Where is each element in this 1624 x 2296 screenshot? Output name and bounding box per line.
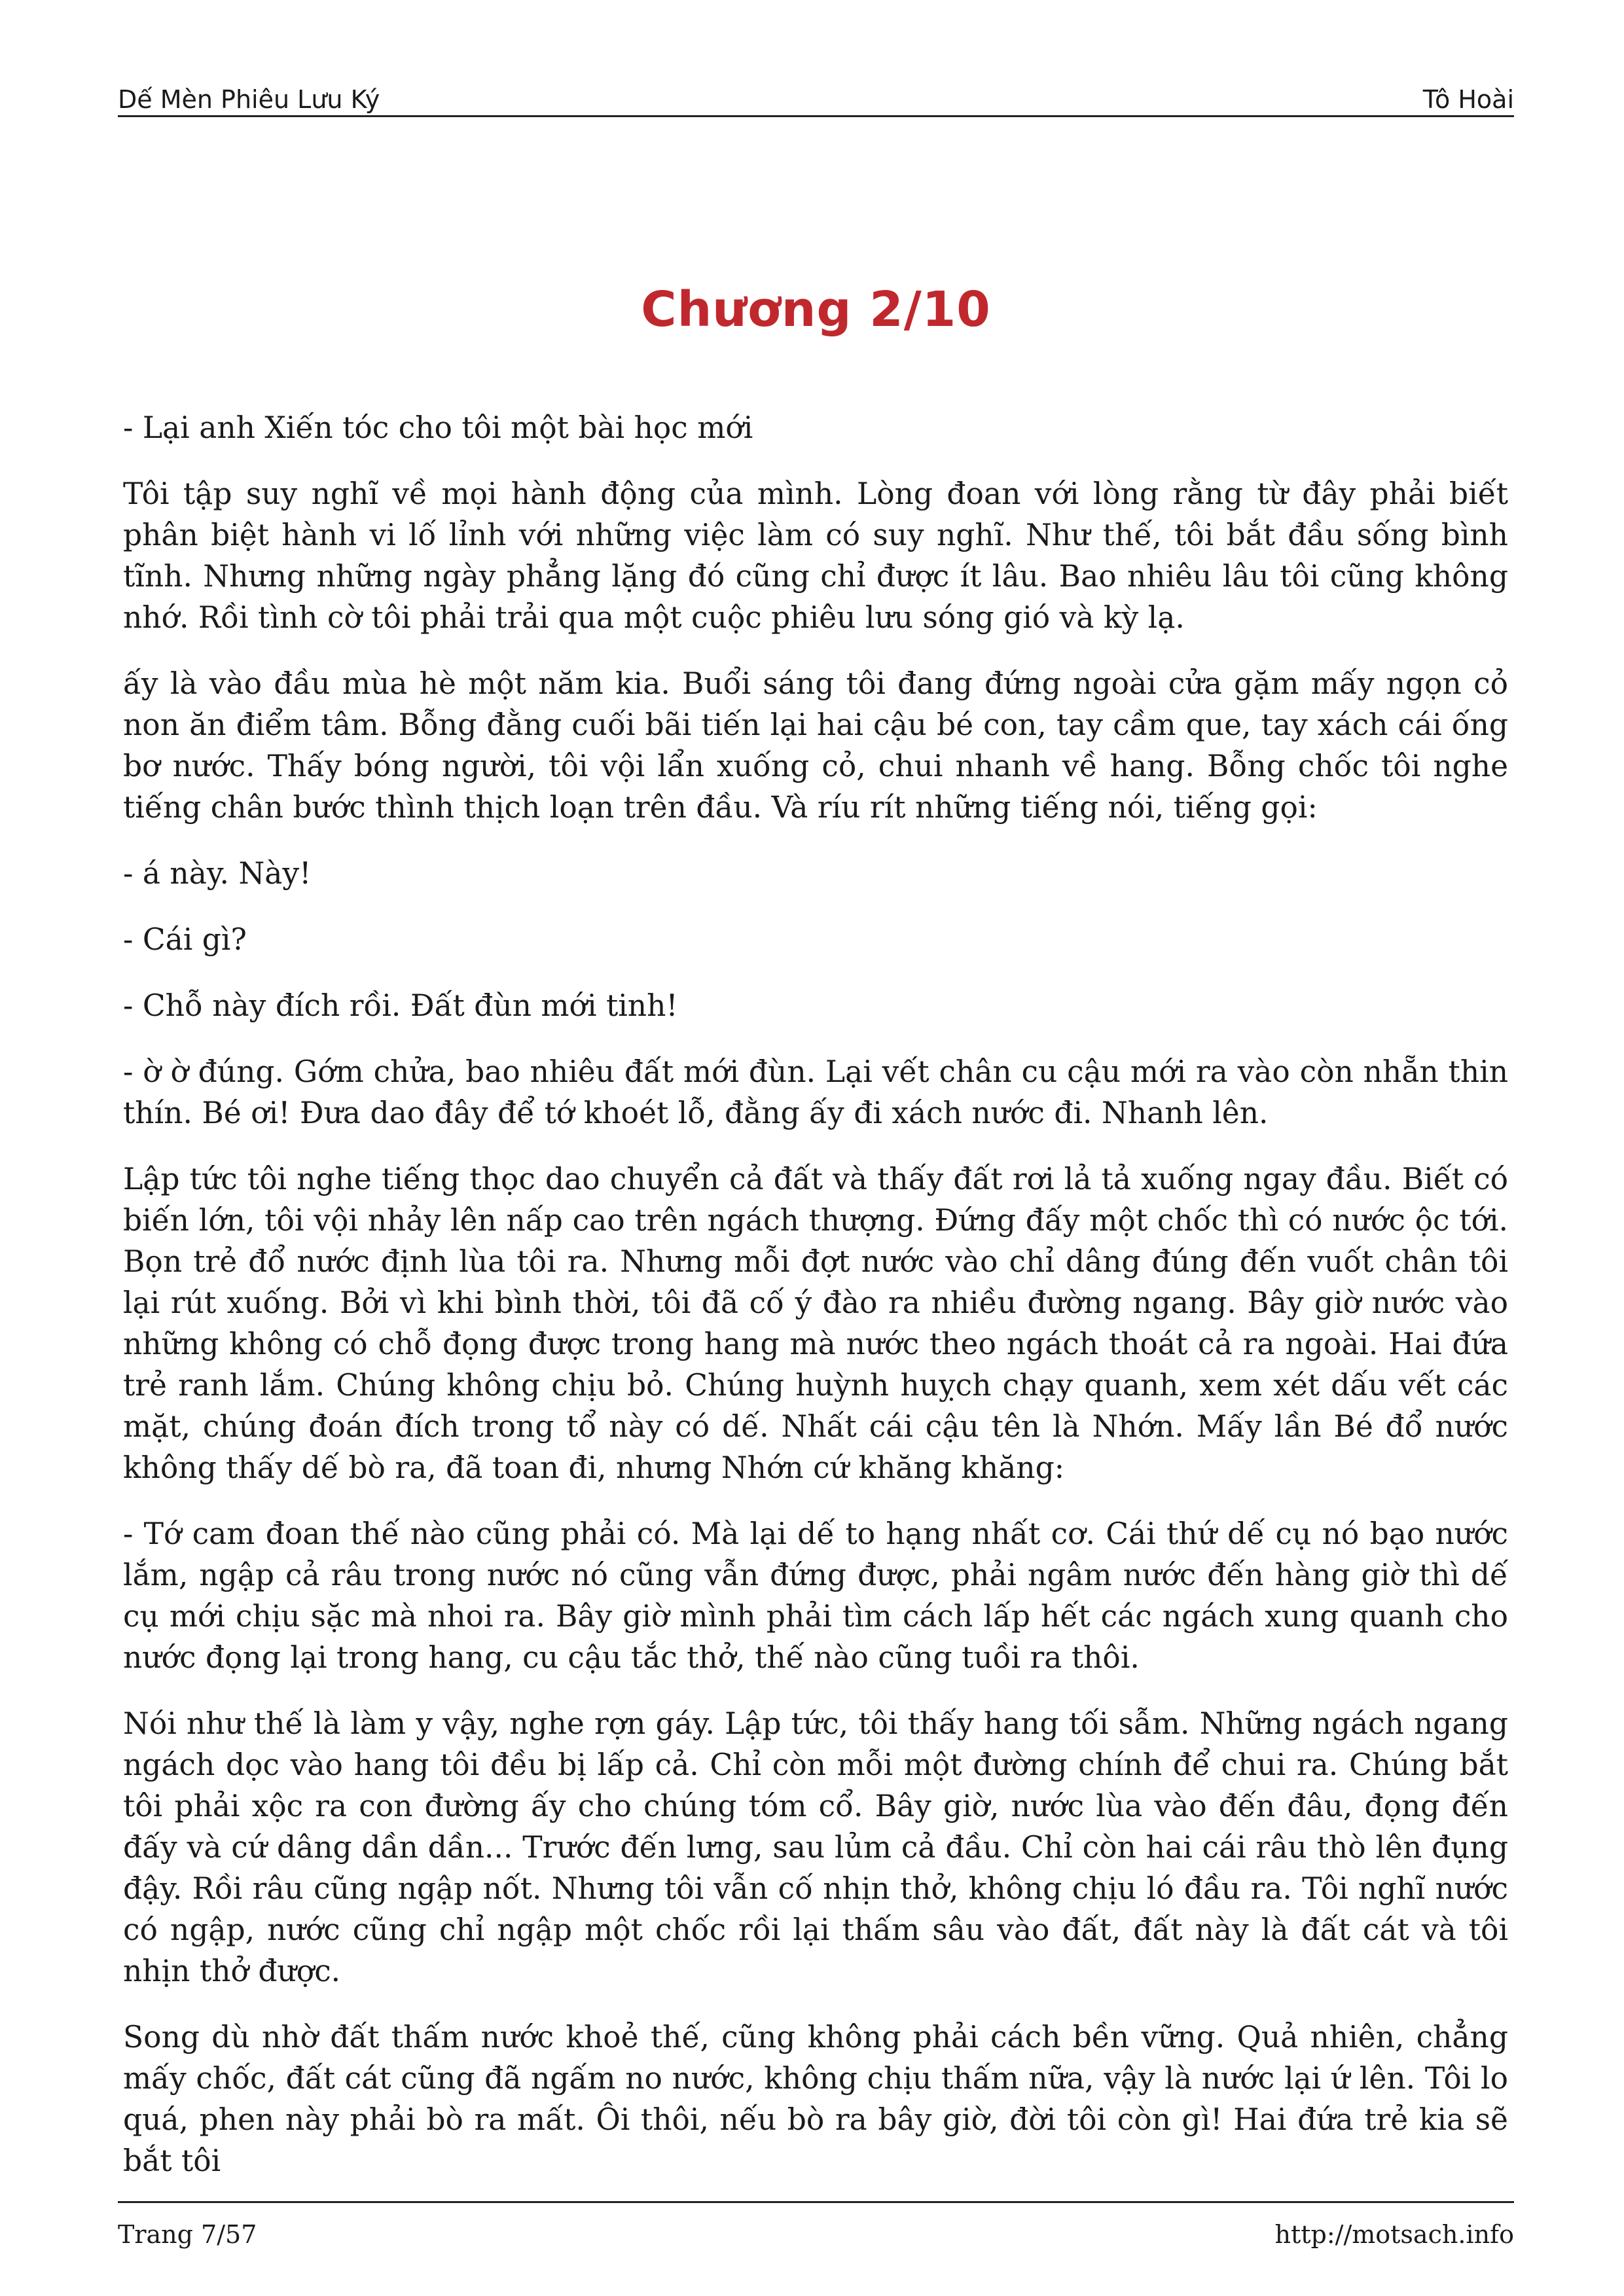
page-footer [118,2220,1514,2249]
chapter-body [123,407,1508,2206]
paragraph: Nói như thế là làm y vậy, nghe rợn gáy. Lập tức, tôi thấy hang tối sẫm. Những ngách ngang ngách dọc vào hang tôi đều bị lấp cả. Chỉ còn mỗi một đường chính để chui ra. Chúng bắt tôi phải xộc ra con đường ấy cho chúng tóm cổ. Bây giờ, nước lùa vào đến đâu, đọng đến đấy và cứ dâng dần dần... Trước đến lưng, sau lủm cả đầu. Chỉ còn hai cái râu thò lên đụng đậy. Rồi râu cũng ngập nốt. Nhưng tôi vẫn cố nhịn thở, không chịu ló đầu ra. Tôi nghĩ nước có ngập, nước cũng chỉ ngập một chốc rồi lại thấm sâu vào đất, đất này là đất cát và tôi nhịn thở được. [123,1706,1508,1988]
paragraph: - ờ ờ đúng. Gớm chửa, bao nhiêu đất mới đùn. Lại vết chân cu cậu mới ra vào còn nhẵn thin thín. Bé ơi! Đưa dao đây để tớ khoét lỗ, đằng ấy đi xách nước đi. Nhanh lên. [123,1054,1508,1130]
site-link[interactable]: http://motsach.info [1274,2220,1514,2249]
chapter-title: Chương 2/10 [641,281,991,338]
header-divider [118,115,1514,117]
paragraph: Song dù nhờ đất thấm nước khoẻ thế, cũng không phải cách bền vững. Quả nhiên, chẳng mấy chốc, đất cát cũng đã ngấm no nước, không chịu thấm nữa, vậy là nước lại ứ lên. Tôi lo quá, phen này phải bò ra mất. Ôi thôi, nếu bò ra bây giờ, đời tôi còn gì! Hai đứa trẻ kia sẽ bắt tôi [123,2020,1508,2178]
paragraph: ấy là vào đầu mùa hè một năm kia. Buổi sáng tôi đang đứng ngoài cửa gặm mấy ngọn cỏ non ăn điểm tâm. Bỗng đằng cuối bãi tiến lại hai cậu bé con, tay cầm que, tay xách cái ống bơ nước. Thấy bóng người, tôi vội lẩn xuống cỏ, chui nhanh về hang. Bỗng chốc tôi nghe tiếng chân bước thình thịch loạn trên đầu. Và ríu rít những tiếng nói, tiếng gọi: [123,666,1508,825]
footer-divider [118,2201,1514,2203]
page-header [118,71,1514,114]
paragraph: - Cái gì? [123,922,247,957]
paragraph: Lập tức tôi nghe tiếng thọc dao chuyển cả đất và thấy đất rơi lả tả xuống ngay đầu. Biết có biến lớn, tôi vội nhảy lên nấp cao trên ngách thượng. Đứng đấy một chốc thì có nước ộc tới. Bọn trẻ đổ nước định lùa tôi ra. Nhưng mỗi đợt nước vào chỉ dâng đúng đến vuốt chân tôi lại rút xuống. Bởi vì khi bình thời, tôi đã cố ý đào ra nhiều đường ngang. Bây giờ nước vào những không có chỗ đọng được trong hang mà nước theo ngách thoát cả ra ngoài. Hai đứa trẻ ranh lắm. Chúng không chịu bỏ. Chúng huỳnh huỵch chạy quanh, xem xét dấu vết các mặt, chúng đoán đích trong tổ này có dế. Nhất cái cậu tên là Nhớn. Mấy lần Bé đổ nước không thấy dế bò ra, đã toan đi, nhưng Nhớn cứ khăng khăng: [123,1162,1508,1485]
paragraph: - á này. Này! [123,856,312,891]
book-title: Dế Mèn Phiêu Lưu Ký [118,85,380,114]
paragraph: - Tớ cam đoan thế nào cũng phải có. Mà lại dế to hạng nhất cơ. Cái thứ dế cụ nó bạo nước lắm, ngập cả râu trong nước nó cũng vẫn đứng được, phải ngâm nước đến hàng giờ thì dế cụ mới chịu sặc mà nhoi ra. Bây giờ mình phải tìm cách lấp hết các ngách xung quanh cho nước đọng lại trong hang, cu cậu tắc thở, thế nào cũng tuồi ra thôi. [123,1516,1508,1675]
paragraph: - Chỗ này đích rồi. Đất đùn mới tinh! [123,988,678,1023]
page-number: Trang 7/57 [118,2220,257,2249]
paragraph: - Lại anh Xiến tóc cho tôi một bài học mới [123,410,753,445]
author-name: Tô Hoài [1422,85,1514,114]
paragraph: Tôi tập suy nghĩ về mọi hành động của mình. Lòng đoan với lòng rằng từ đây phải biết phân biệt hành vi lố lỉnh với những việc làm có suy nghĩ. Như thế, tôi bắt đầu sống bình tĩnh. Nhưng những ngày phẳng lặng đó cũng chỉ được ít lâu. Bao nhiêu lâu tôi cũng không nhớ. Rồi tình cờ tôi phải trải qua một cuộc phiêu lưu sóng gió và kỳ lạ. [123,476,1508,635]
